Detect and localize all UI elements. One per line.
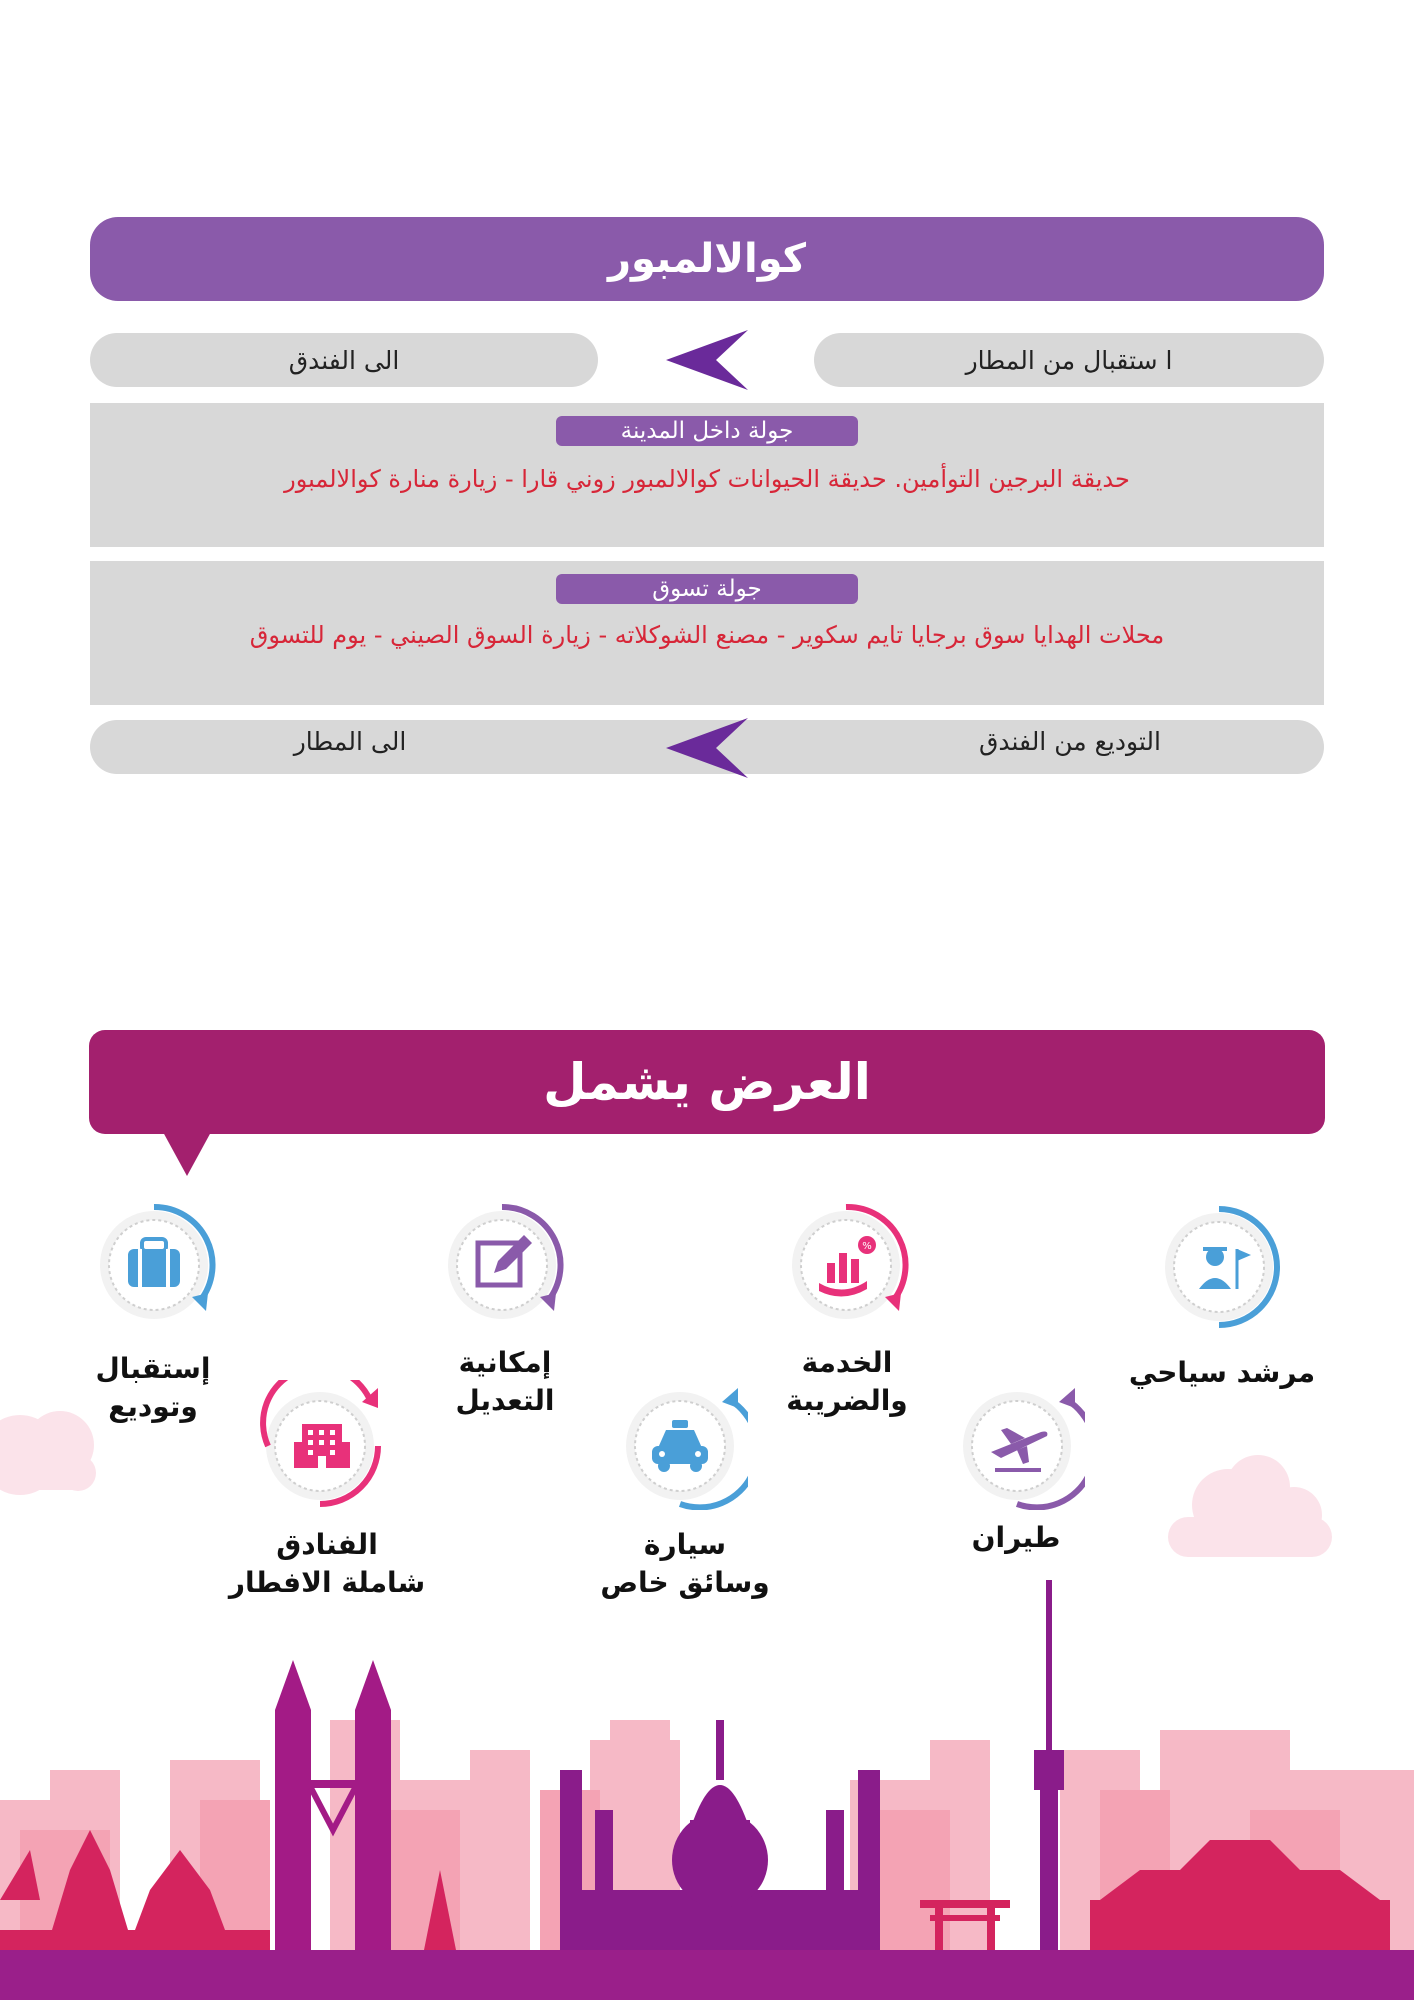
feature-label-edit: إمكانية التعديل: [455, 1346, 555, 1417]
shopping-tour-box: [90, 561, 1324, 705]
feature-label-guide: مرشد سياحي: [1128, 1356, 1316, 1389]
city-skyline-illustration: [0, 1570, 1414, 2000]
city-tour-text: حديقة البرجين التوأمين. حديقة الحيوانات كوالالمبور زوني قارا - زيارة منارة كوالالمبور: [284, 465, 1130, 493]
feature-label-reception: إستقبال وتوديع: [95, 1352, 211, 1423]
cloud-icon: [1168, 1445, 1332, 1560]
arrow-left-icon: [664, 330, 748, 390]
feature-label-service: الخدمة والضريبة: [786, 1346, 908, 1417]
taxi-icon: [618, 1380, 748, 1510]
arrival-to-pill: الى الفندق: [90, 333, 598, 387]
edit-icon: [436, 1201, 566, 1331]
shopping-tour-text: محلات الهدايا سوق برجايا تايم سكوير - مصنع الشوكلاته - زيارة السوق الصيني - يوم للتسوق: [249, 621, 1165, 649]
shopping-tour-label: جولة تسوق: [556, 574, 858, 604]
hotel-icon: [258, 1380, 388, 1510]
offer-bar-pointer: [163, 1132, 211, 1176]
arrival-from-pill: ا ستقبال من المطار: [814, 333, 1324, 387]
departure-to: الى المطار: [293, 727, 407, 756]
airplane-icon: [955, 1380, 1085, 1510]
offer-title: العرض يشمل: [543, 1053, 871, 1111]
tax-chart-icon: [781, 1201, 911, 1331]
city-tour-box: [90, 403, 1324, 547]
departure-from: التوديع من الفندق: [978, 727, 1161, 756]
city-title-bar: [90, 217, 1324, 301]
tour-guide-icon: [1157, 1201, 1287, 1331]
luggage-icon: [92, 1201, 222, 1331]
feature-label-hotels: الفنادق شاملة الافطار: [228, 1528, 426, 1599]
offer-title-bar: [89, 1030, 1325, 1134]
feature-label-flight: طيران: [971, 1521, 1061, 1554]
city-title: كوالالمبور: [607, 236, 807, 282]
city-tour-label: جولة داخل المدينة: [556, 416, 858, 446]
svg-text:%: %: [862, 1241, 872, 1252]
feature-label-car: سيارة وسائق خاص: [600, 1528, 770, 1599]
arrow-left-icon: [664, 718, 748, 778]
